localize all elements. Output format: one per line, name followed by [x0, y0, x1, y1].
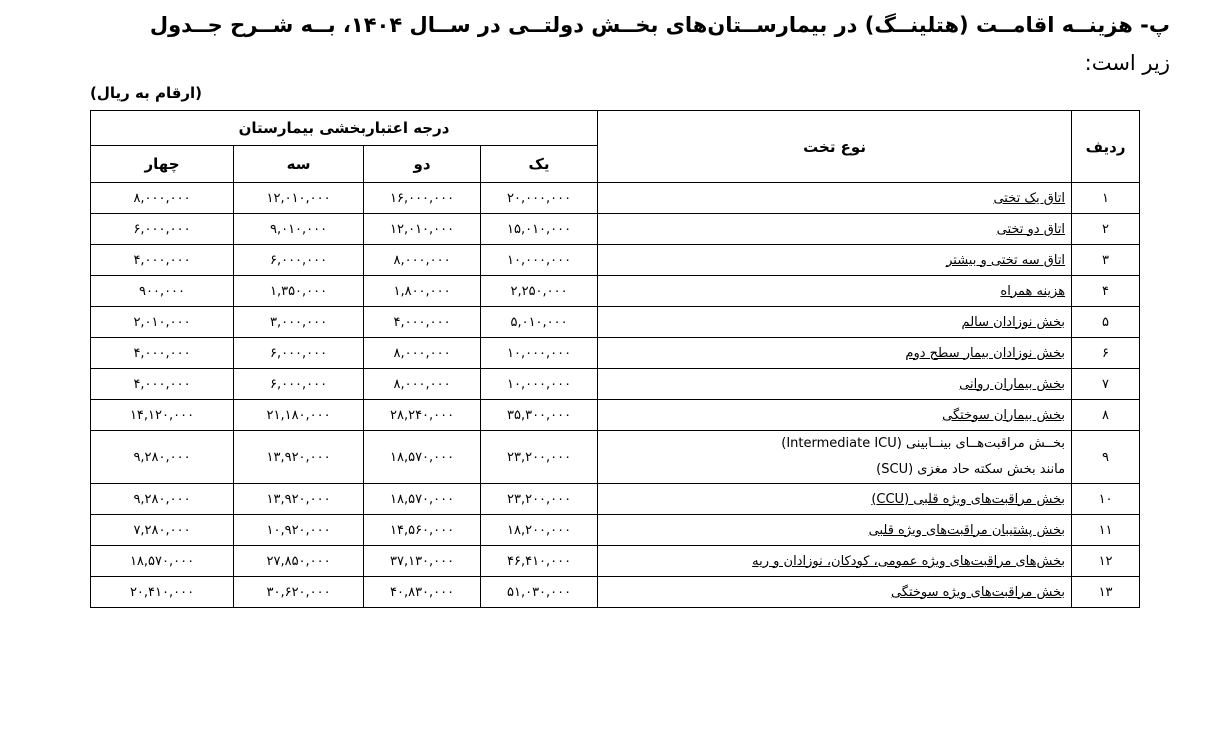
cost-grade-2: ۸,۰۰۰,۰۰۰	[364, 369, 481, 400]
row-bed-type	[598, 214, 1072, 245]
table-row	[91, 484, 1140, 515]
row-index: ۲	[1072, 214, 1140, 245]
heading-line-1: پ- هزینــه اقامــت (هتلینــگ) در بیمارســتان‌های بخــش دولتــی در ســال ۱۴۰۴، بــه شــرح جــدول	[149, 13, 1170, 37]
table-row	[91, 546, 1140, 577]
cost-grade-3: ۱۲,۰۱۰,۰۰۰	[234, 183, 364, 214]
cost-grade-3: ۱۰,۹۲۰,۰۰۰	[234, 515, 364, 546]
cost-grade-2: ۴۰,۸۳۰,۰۰۰	[364, 577, 481, 608]
cost-grade-4: ۴,۰۰۰,۰۰۰	[91, 245, 234, 276]
bed-type-label: بخش‌های مراقبت‌های ویژه عمومی، کودکان، نوزادان و ریه	[752, 553, 1066, 569]
cost-grade-1: ۱۰,۰۰۰,۰۰۰	[481, 369, 598, 400]
bed-type-label: بخش مراقبت‌های ویژه سوختگی	[890, 584, 1066, 600]
cost-grade-3: ۱۳,۹۲۰,۰۰۰	[234, 431, 364, 484]
row-bed-type	[598, 546, 1072, 577]
row-index: ۶	[1072, 338, 1140, 369]
cost-grade-2: ۱۴,۵۶۰,۰۰۰	[364, 515, 481, 546]
cost-grade-1: ۱۰,۰۰۰,۰۰۰	[481, 338, 598, 369]
cost-grade-2: ۱۶,۰۰۰,۰۰۰	[364, 183, 481, 214]
row-index: ۳	[1072, 245, 1140, 276]
row-index: ۱۳	[1072, 577, 1140, 608]
table-row	[91, 400, 1140, 431]
cost-grade-3: ۱,۳۵۰,۰۰۰	[234, 276, 364, 307]
cost-grade-4: ۴,۰۰۰,۰۰۰	[91, 369, 234, 400]
cost-grade-4: ۱۴,۱۲۰,۰۰۰	[91, 400, 234, 431]
cost-grade-2: ۳۷,۱۳۰,۰۰۰	[364, 546, 481, 577]
cost-grade-1: ۱۰,۰۰۰,۰۰۰	[481, 245, 598, 276]
bed-type-label: بخش نوزادان بیمار سطح دوم	[905, 345, 1066, 361]
row-bed-type	[598, 307, 1072, 338]
table-body	[91, 183, 1140, 608]
table-row	[91, 431, 1140, 484]
row-bed-type	[598, 431, 1072, 484]
table-row	[91, 245, 1140, 276]
row-index: ۱۲	[1072, 546, 1140, 577]
bed-type-label: بخــش مراقبت‌هــای بینــابینی (Intermediate ICU)	[781, 436, 1066, 451]
bed-type-label: اتاق سه تختی و بیشتر	[946, 252, 1066, 268]
cost-grade-3: ۱۳,۹۲۰,۰۰۰	[234, 484, 364, 515]
row-bed-type	[598, 183, 1072, 214]
cost-grade-4: ۲۰,۴۱۰,۰۰۰	[91, 577, 234, 608]
bed-type-label: اتاق یک تختی	[993, 190, 1066, 206]
cost-grade-1: ۲۳,۲۰۰,۰۰۰	[481, 484, 598, 515]
cost-grade-4: ۲,۰۱۰,۰۰۰	[91, 307, 234, 338]
bed-type-label: بخش بیماران سوختگی	[942, 407, 1066, 423]
row-bed-type	[598, 338, 1072, 369]
cost-grade-3: ۲۷,۸۵۰,۰۰۰	[234, 546, 364, 577]
table-row	[91, 276, 1140, 307]
cost-grade-4: ۱۸,۵۷۰,۰۰۰	[91, 546, 234, 577]
cost-grade-2: ۱۲,۰۱۰,۰۰۰	[364, 214, 481, 245]
cost-grade-3: ۲۱,۱۸۰,۰۰۰	[234, 400, 364, 431]
cost-grade-2: ۲۸,۲۴۰,۰۰۰	[364, 400, 481, 431]
cost-grade-2: ۱۸,۵۷۰,۰۰۰	[364, 431, 481, 484]
cost-grade-1: ۱۸,۲۰۰,۰۰۰	[481, 515, 598, 546]
row-index: ۱	[1072, 183, 1140, 214]
row-index: ۴	[1072, 276, 1140, 307]
row-bed-type	[598, 276, 1072, 307]
section-heading	[60, 6, 1170, 82]
cost-grade-2: ۸,۰۰۰,۰۰۰	[364, 338, 481, 369]
bed-type-label: بخش نوزادان سالم	[961, 314, 1066, 330]
cost-grade-3: ۶,۰۰۰,۰۰۰	[234, 245, 364, 276]
bed-type-label: هزینه همراه	[1000, 283, 1066, 299]
row-bed-type	[598, 577, 1072, 608]
cost-grade-2: ۸,۰۰۰,۰۰۰	[364, 245, 481, 276]
row-bed-type	[598, 245, 1072, 276]
row-index: ۷	[1072, 369, 1140, 400]
cost-grade-1: ۳۵,۳۰۰,۰۰۰	[481, 400, 598, 431]
cost-grade-1: ۲۰,۰۰۰,۰۰۰	[481, 183, 598, 214]
row-index: ۹	[1072, 431, 1140, 484]
table-row	[91, 183, 1140, 214]
row-index: ۱۱	[1072, 515, 1140, 546]
row-bed-type	[598, 484, 1072, 515]
header-grade-2: دو	[364, 146, 481, 183]
cost-grade-4: ۸,۰۰۰,۰۰۰	[91, 183, 234, 214]
row-index: ۸	[1072, 400, 1140, 431]
cost-grade-3: ۹,۰۱۰,۰۰۰	[234, 214, 364, 245]
header-bed-type: نوع تخت	[598, 111, 1072, 183]
cost-grade-3: ۳۰,۶۲۰,۰۰۰	[234, 577, 364, 608]
bed-type-label: اتاق دو تختی	[996, 221, 1066, 237]
header-grade-4: چهار	[91, 146, 234, 183]
table-row	[91, 214, 1140, 245]
cost-grade-4: ۹,۲۸۰,۰۰۰	[91, 484, 234, 515]
cost-grade-2: ۴,۰۰۰,۰۰۰	[364, 307, 481, 338]
cost-grade-2: ۱,۸۰۰,۰۰۰	[364, 276, 481, 307]
bed-type-label: بخش بیماران روانی	[959, 376, 1066, 392]
header-grade-3: سه	[234, 146, 364, 183]
cost-grade-1: ۱۵,۰۱۰,۰۰۰	[481, 214, 598, 245]
cost-grade-1: ۲,۲۵۰,۰۰۰	[481, 276, 598, 307]
row-bed-type	[598, 369, 1072, 400]
table-row	[91, 577, 1140, 608]
cost-grade-1: ۲۳,۲۰۰,۰۰۰	[481, 431, 598, 484]
header-accreditation-grade: درجه اعتباربخشی بیمارستان	[91, 111, 598, 146]
row-index: ۵	[1072, 307, 1140, 338]
cost-grade-1: ۵۱,۰۳۰,۰۰۰	[481, 577, 598, 608]
table-row	[91, 515, 1140, 546]
cost-grade-1: ۴۶,۴۱۰,۰۰۰	[481, 546, 598, 577]
row-bed-type	[598, 400, 1072, 431]
cost-grade-3: ۶,۰۰۰,۰۰۰	[234, 338, 364, 369]
row-index: ۱۰	[1072, 484, 1140, 515]
table-row	[91, 338, 1140, 369]
table-row	[91, 369, 1140, 400]
heading-line-2: زیر است:	[1084, 51, 1170, 75]
hoteling-cost-table	[90, 110, 1140, 608]
bed-type-label: بخش مراقبت‌های ویژه قلبی (CCU)	[871, 491, 1066, 507]
cost-grade-4: ۴,۰۰۰,۰۰۰	[91, 338, 234, 369]
cost-grade-4: ۶,۰۰۰,۰۰۰	[91, 214, 234, 245]
header-grade-1: یک	[481, 146, 598, 183]
bed-type-label: بخش پشتیبان مراقبت‌های ویژه قلبی	[868, 522, 1066, 538]
cost-grade-4: ۹,۲۸۰,۰۰۰	[91, 431, 234, 484]
cost-grade-1: ۵,۰۱۰,۰۰۰	[481, 307, 598, 338]
header-index: ردیف	[1072, 111, 1140, 183]
cost-grade-2: ۱۸,۵۷۰,۰۰۰	[364, 484, 481, 515]
cost-grade-3: ۳,۰۰۰,۰۰۰	[234, 307, 364, 338]
cost-grade-4: ۷,۲۸۰,۰۰۰	[91, 515, 234, 546]
bed-type-label-line-2: مانند بخش سکته حاد مغزی (SCU)	[876, 462, 1066, 477]
unit-note: (ارقام به ریال)	[90, 84, 203, 102]
cost-grade-4: ۹۰۰,۰۰۰	[91, 276, 234, 307]
row-bed-type	[598, 515, 1072, 546]
table-row	[91, 307, 1140, 338]
cost-grade-3: ۶,۰۰۰,۰۰۰	[234, 369, 364, 400]
